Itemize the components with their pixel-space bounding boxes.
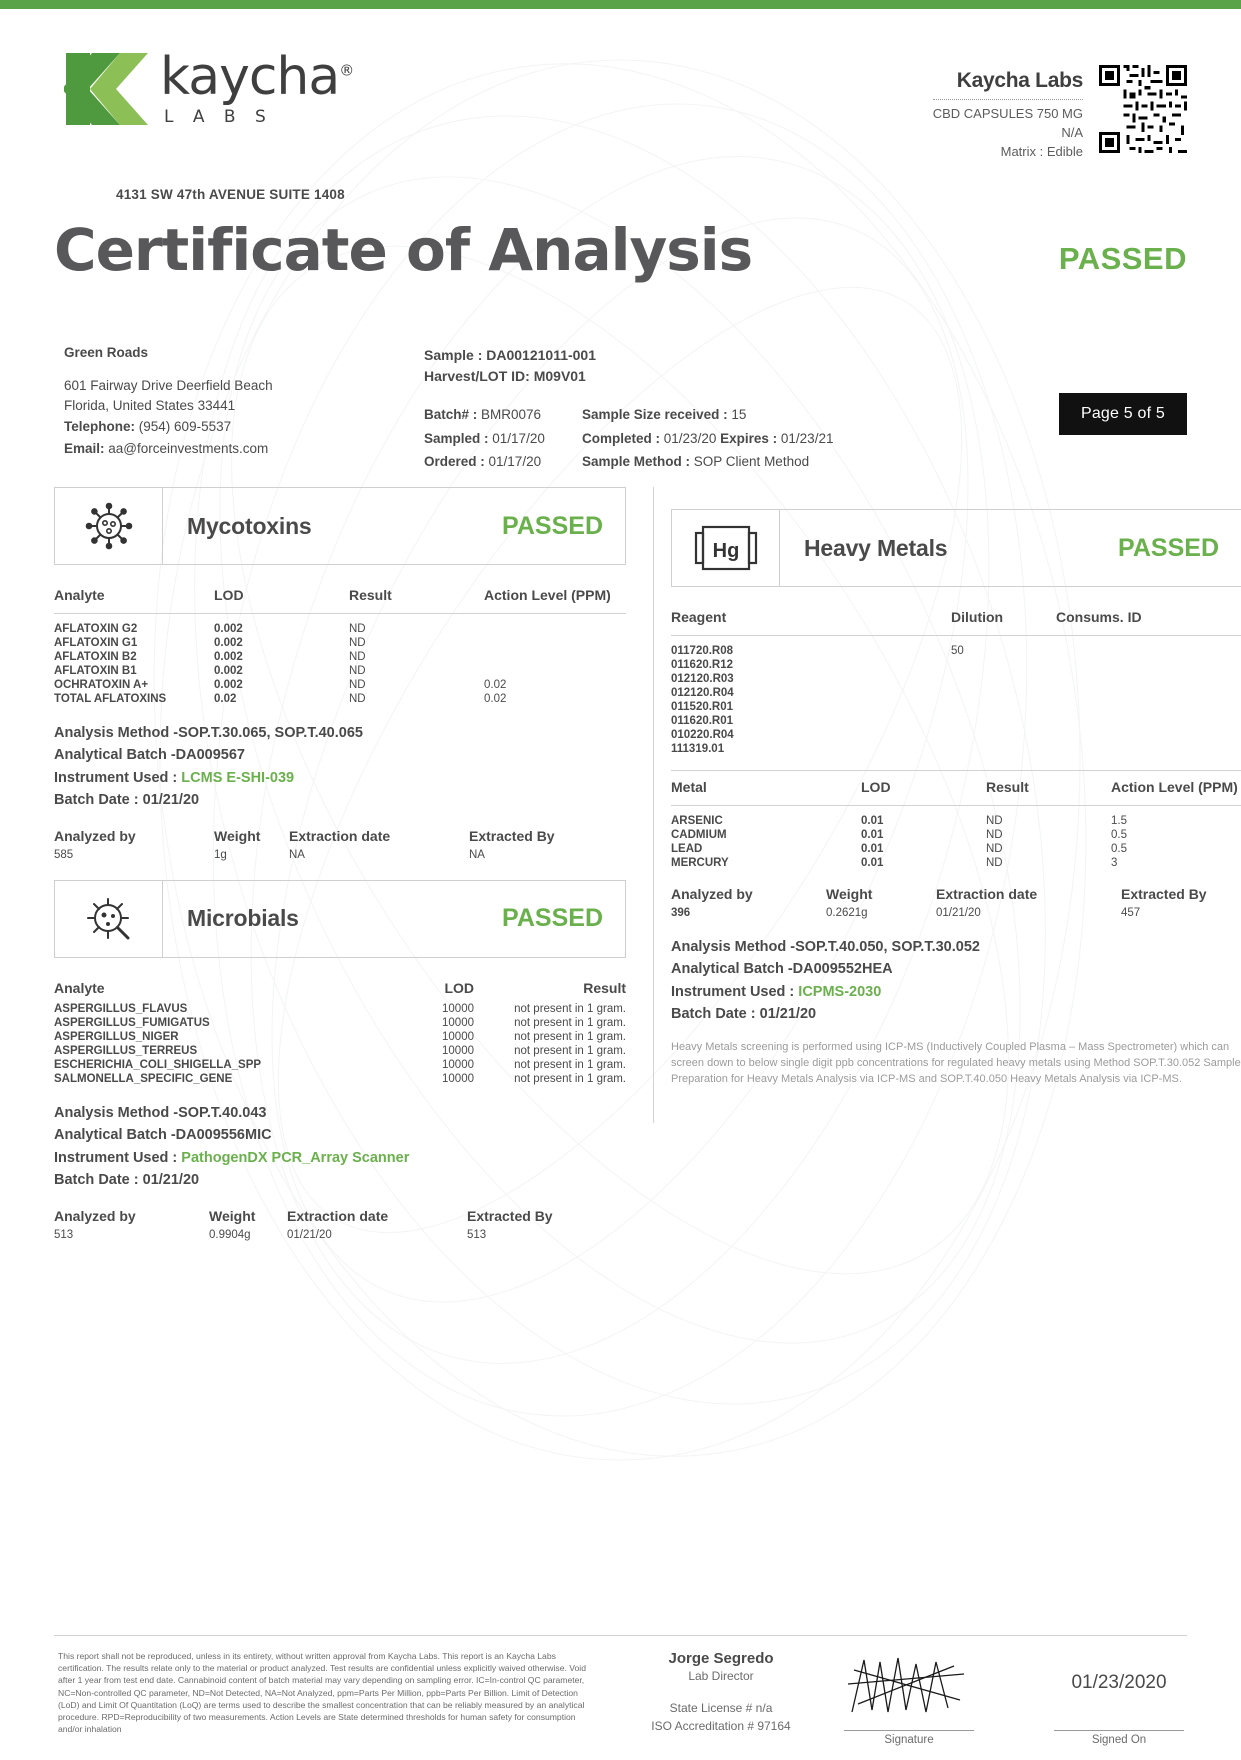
kaycha-logo [64,47,354,127]
document-footer [54,1635,1187,1760]
col-header-result: Result [583,979,626,996]
metal-name: LEAD [671,843,703,855]
reagent-dilution [951,686,1056,700]
completed-value: 01/23/20 [663,430,717,446]
reagent-consums [1056,658,1241,672]
metal-name: ARSENIC [671,815,723,827]
analysis-method-value: SOP.T.40.043 [178,1104,267,1121]
reagent-dilution: 50 [951,645,964,657]
product-name: CBD CAPSULES 750 MG [932,106,1083,121]
extracted-by-value: NA [469,848,485,861]
metal-action: 0.5 [1111,843,1127,855]
kaycha-logo-mark [64,51,150,127]
metals-table [671,779,1241,870]
page-title: Certificate of Analysis [54,216,753,284]
analyte-name: ASPERGILLUS_FLAVUS [54,1002,188,1015]
analysis-method-value: SOP.T.30.065, SOP.T.40.065 [178,725,363,741]
analyte-lod: 10000 [442,1016,474,1029]
analyte-lod: 10000 [442,1030,474,1043]
col-header-consums-id: Consums. ID [1056,609,1142,625]
product-matrix: Matrix : Edible [1000,143,1083,159]
sampled-label: Sampled : [424,430,489,446]
reagent-consums [1056,742,1241,756]
table-row [671,644,1241,658]
analyte-action [484,636,626,650]
mycotoxins-table [54,587,626,706]
signed-on-label: Signed On [1054,1730,1184,1746]
analyte-name: AFLATOXIN G1 [54,637,138,649]
analysis-method-value: SOP.T.40.050, SOP.T.30.052 [795,939,980,955]
header-right-block [933,65,1187,162]
metal-action: 1.5 [1111,815,1127,827]
heavy-metals-status: PASSED [1118,533,1219,562]
lab-director-block [626,1650,816,1735]
column-divider [653,487,654,1123]
table-row [671,686,1241,700]
metal-lod: 0.01 [861,843,884,855]
heavy-metals-analyzed-by-table [671,886,1241,920]
analyte-result: ND [349,637,366,649]
microbials-method-info [54,1102,626,1192]
col-header-lod: LOD [861,779,891,795]
lab-street-address: 4131 SW 47th AVENUE SUITE 1408 [116,187,345,202]
analytical-batch-label: Analytical Batch - [54,1127,176,1144]
reagent-id: 011620.R01 [671,715,734,727]
table-row [54,664,626,678]
col-header-analyzed-by: Analyzed by [54,1207,136,1224]
svg-text:Hg: Hg [712,540,739,562]
analyte-name: TOTAL AFLATOXINS [54,693,167,705]
analyte-lod: 0.002 [214,679,243,691]
analyte-lod: 0.002 [214,637,243,649]
table-row [671,828,1241,842]
harvest-lot-label: Harvest/LOT ID: [424,368,530,384]
table-row [54,650,626,664]
table-row [54,636,626,650]
col-header-extracted-by: Extracted By [467,1207,553,1224]
col-header-lod: LOD [444,979,474,996]
analyte-result: ND [349,693,366,705]
ordered-label: Ordered : [424,454,485,470]
mycotoxins-panel-header [54,487,626,565]
lab-director-name: Jorge Segredo [668,1650,774,1667]
lab-name: Kaycha Labs [956,69,1083,92]
col-header-result: Result [349,587,392,603]
analyte-action [484,664,626,678]
col-header-weight: Weight [209,1207,256,1224]
col-header-metal: Metal [671,779,707,795]
weight-value: 0.2621g [826,907,868,919]
table-row [54,848,626,862]
reagent-id: 011620.R12 [671,659,734,671]
reagent-dilution [951,728,1056,742]
analyte-lod: 0.002 [214,665,243,677]
mycotoxins-title: Mycotoxins [187,512,312,539]
client-info [64,345,394,460]
reagent-dilution [951,658,1056,672]
analyte-result: not present in 1 gram. [514,1044,626,1057]
ordered-value: 01/17/20 [488,454,542,470]
metal-name: MERCURY [671,857,729,869]
client-email[interactable]: aa@forceinvestments.com [108,441,269,457]
analytical-batch-value: DA009556MIC [175,1127,272,1144]
microbials-table [54,980,626,1086]
instrument-value: PathogenDX PCR_Array Scanner [181,1149,410,1166]
instrument-label: Instrument Used : [671,983,795,1000]
col-header-analyte: Analyte [54,587,105,603]
microbials-status: PASSED [502,904,603,933]
batch-date-label: Batch Date : [54,792,139,809]
table-row [671,700,1241,714]
analytical-batch-label: Analytical Batch - [671,961,793,978]
table-row [54,1044,626,1058]
top-accent-bar [0,0,1241,9]
reagent-dilution [951,700,1056,714]
heavy-metals-method-info [671,936,1241,1026]
analyte-result: not present in 1 gram. [514,1002,626,1015]
analyte-name: AFLATOXIN B1 [54,665,137,677]
analyte-result: ND [349,623,366,635]
analyte-result: ND [349,651,366,663]
coa-page [0,9,1241,1754]
heavy-metals-panel-header [671,509,1241,587]
metal-result: ND [986,815,1003,827]
reagent-id: 011720.R08 [671,645,734,657]
instrument-value: ICPMS-2030 [798,983,882,1000]
analyte-result: not present in 1 gram. [514,1072,626,1085]
instrument-label: Instrument Used : [54,769,178,786]
col-header-lod: LOD [214,587,244,603]
analyte-name: AFLATOXIN G2 [54,623,138,635]
extraction-date-value: 01/21/20 [936,907,981,919]
client-address-line2: Florida, United States 33441 [64,397,236,413]
product-strength: N/A [1061,124,1083,140]
table-row [671,672,1241,686]
col-header-action-level: Action Level (PPM) [484,587,611,603]
analyte-name: OCHRATOXIN A+ [54,679,149,691]
reagent-consums [1056,644,1241,658]
client-address-line1: 601 Fairway Drive Deerfield Beach [64,378,273,393]
signature-image [844,1654,974,1716]
analyte-name: ASPERGILLUS_NIGER [54,1030,179,1043]
analyte-lod: 10000 [442,1058,474,1071]
reagent-id: 012120.R04 [671,687,734,699]
analyte-lod: 0.002 [214,623,243,635]
analyte-name: AFLATOXIN B2 [54,651,137,663]
reagent-consums [1056,700,1241,714]
email-label: Email: [64,441,105,457]
table-row [671,842,1241,856]
table-row [671,814,1241,828]
analyte-action [484,622,626,636]
reagent-id: 111319.01 [671,743,725,755]
microbials-panel-header [54,880,626,958]
metal-result: ND [986,829,1003,841]
analyte-lod: 0.002 [214,651,243,663]
table-row [671,714,1241,728]
mycotoxins-method-info [54,722,626,812]
telephone-label: Telephone: [64,419,136,435]
logo-subtitle: L A B S [164,107,273,127]
col-header-extraction-date: Extraction date [287,1207,389,1224]
mycotoxins-status: PASSED [502,511,603,540]
col-header-action-level: Action Level (PPM) [1111,779,1238,795]
instrument-label: Instrument Used : [54,1149,178,1166]
footer-divider [54,1635,1187,1636]
document-header [54,9,1187,202]
table-row [671,728,1241,742]
analyte-lod: 10000 [442,1044,474,1057]
analysis-method-label: Analysis Method - [54,725,179,741]
sample-size-value: 15 [731,407,747,422]
sample-label: Sample : [424,347,483,363]
metal-action: 0.5 [1111,829,1127,841]
batch-value: BMR0076 [481,407,542,422]
batch-date-label: Batch Date : [54,1172,139,1189]
analyte-result: not present in 1 gram. [514,1030,626,1043]
microbial-icon [55,881,163,957]
state-license: State License # n/a [669,1701,773,1715]
sample-id-block [424,345,596,387]
col-header-analyzed-by: Analyzed by [54,827,136,844]
col-header-weight: Weight [214,827,261,844]
logo-registered-mark: ® [339,61,354,80]
reagent-dilution [951,714,1056,728]
table-row [54,1002,626,1016]
table-row [54,622,626,636]
col-header-result: Result [986,779,1029,795]
table-row [671,658,1241,672]
reagent-id: 010220.R04 [671,729,734,741]
analyte-action: 0.02 [484,679,507,691]
analysis-method-label: Analysis Method - [671,939,796,955]
table-row [54,1072,626,1086]
analyzed-by-value: 513 [54,1228,74,1241]
metal-lod: 0.01 [861,815,884,827]
col-header-extraction-date: Extraction date [936,886,1038,902]
table-row [671,906,1241,920]
expires-value: 01/23/21 [780,430,834,446]
analytical-batch-value: DA009567 [175,747,245,764]
mycotoxin-icon [55,488,163,564]
reagents-table [671,609,1241,756]
metal-action: 3 [1111,857,1118,869]
analysis-method-label: Analysis Method - [54,1104,179,1121]
metal-lod: 0.01 [861,829,884,841]
signed-date: 01/23/2020 [1071,1672,1167,1693]
extraction-date-value: 01/21/20 [287,1228,332,1241]
analyzed-by-value: 585 [54,848,74,861]
reagent-consums [1056,672,1241,686]
metal-lod: 0.01 [861,857,884,869]
analyte-result: not present in 1 gram. [514,1016,626,1029]
completed-label: Completed : [582,430,661,446]
metal-name: CADMIUM [671,829,727,841]
analyte-name: ASPERGILLUS_TERREUS [54,1044,198,1057]
title-row [54,216,1187,303]
sample-method-value: SOP Client Method [693,454,810,470]
hg-icon [672,510,780,586]
table-row [54,1058,626,1072]
metal-result: ND [986,843,1003,855]
analyzed-by-value: 396 [671,907,691,919]
microbials-title: Microbials [187,905,299,932]
table-row [54,1016,626,1030]
analyte-action [484,650,626,664]
heavy-metals-note: Heavy Metals screening is performed using ICP-MS (Inductively Coupled Plasma – Mass Spectrometer) which can screen down to below single digit ppb concentrations for regulated heavy metals using Method SOP.T.30.052 Sample Preparation for Heavy Metals Analysis via ICP-MS and SOP.T.40.050 Heavy Metals Analysis via ICP-MS. [671,1040,1241,1085]
mycotoxins-analyzed-by-table [54,828,626,862]
analyte-lod: 0.02 [214,693,237,705]
extraction-date-value: NA [289,848,305,861]
reagent-consums [1056,714,1241,728]
expires-label: Expires : [720,430,778,446]
left-column [54,487,626,1242]
analyte-action: 0.02 [484,693,507,705]
batch-date-label: Batch Date : [671,1006,756,1023]
sample-id: DA00121011-001 [486,347,597,363]
col-header-weight: Weight [826,886,873,902]
analyte-name: SALMONELLA_SPECIFIC_GENE [54,1072,233,1085]
reagent-consums [1056,728,1241,742]
table-row [671,742,1241,756]
iso-accreditation: ISO Accreditation # 97164 [651,1719,791,1733]
analytical-batch-value: DA009552HEA [792,961,893,978]
table-row [54,692,626,706]
col-header-extraction-date: Extraction date [289,827,391,844]
reagent-id: 011520.R01 [671,701,734,713]
col-header-dilution: Dilution [951,609,1004,625]
analytical-batch-label: Analytical Batch - [54,747,176,764]
batch-label: Batch# : [424,407,478,422]
reagent-id: 012120.R03 [671,673,734,685]
col-header-analyzed-by: Analyzed by [671,886,753,902]
harvest-lot-id: M09V01 [533,368,586,384]
extracted-by-value: 457 [1121,907,1141,919]
batch-date-value: 01/21/20 [142,792,200,809]
sample-size-label: Sample Size received : [582,407,728,422]
reagent-consums [1056,686,1241,700]
client-name: Green Roads [64,345,149,360]
logo-wordmark: kaycha [160,47,340,107]
metal-result: ND [986,857,1003,869]
sample-method-label: Sample Method : [582,454,691,470]
analyte-lod: 10000 [442,1002,474,1015]
reagent-dilution [951,742,1056,756]
footer-disclaimer: This report shall not be reproduced, unless in its entirety, without written approval from Kaycha Labs. This report is an Kaycha Labs certification. The results relate only to the material or product analyzed. Test results are confidential unless explicitly waived otherwise. Void after 1 year from test end date. Cannabinoid content of batch material may vary depending on sampling error. IC=In-control QC parameter, NC=Non-controlled QC parameter, ND=Not Detected, NA=Not Analyzed, ppm=Parts Per Million, ppb=Parts Per Billion. Limit of Detection (LoD) and Limit Of Quantitation (LoQ) are terms used to describe the smallest concentration that can be reliably measured by an analytical procedure. RPD=Reproducibility of two measurements. Action Levels are State determined thresholds for human safety for consumption and/or inhalation [58,1651,586,1735]
weight-value: 0.9904g [209,1228,251,1241]
qr-code[interactable] [1099,65,1187,153]
extracted-by-value: 513 [467,1228,487,1241]
col-header-reagent: Reagent [671,609,727,625]
analyte-result: ND [349,665,366,677]
instrument-value: LCMS E-SHI-039 [181,769,295,786]
analyte-result: ND [349,679,366,691]
sample-meta [54,345,1187,473]
col-header-analyte: Analyte [54,979,105,996]
table-row [54,678,626,692]
col-header-extracted-by: Extracted By [1121,886,1207,902]
analyte-result: not present in 1 gram. [514,1058,626,1071]
sampled-value: 01/17/20 [492,430,545,446]
table-row [54,1030,626,1044]
table-row [54,1228,626,1242]
right-column [671,487,1241,1088]
table-row [671,856,1241,870]
weight-value: 1g [214,848,227,861]
batch-date-value: 01/21/20 [142,1172,200,1189]
batch-date-value: 01/21/20 [759,1006,817,1023]
client-telephone: (954) 609-5537 [138,419,232,435]
col-header-extracted-by: Extracted By [469,827,555,844]
analyte-name: ASPERGILLUS_FUMIGATUS [54,1016,210,1029]
analyte-lod: 10000 [442,1072,474,1085]
page-number-badge: Page 5 of 5 [1059,393,1187,435]
divider [933,99,1083,100]
signature-label: Signature [844,1730,974,1746]
overall-status-badge: PASSED [1058,241,1187,276]
lab-director-role: Lab Director [688,1669,754,1683]
heavy-metals-title: Heavy Metals [804,534,948,561]
reagent-dilution [951,672,1056,686]
microbials-analyzed-by-table [54,1208,626,1242]
analyte-name: ESCHERICHIA_COLI_SHIGELLA_SPP [54,1058,262,1071]
